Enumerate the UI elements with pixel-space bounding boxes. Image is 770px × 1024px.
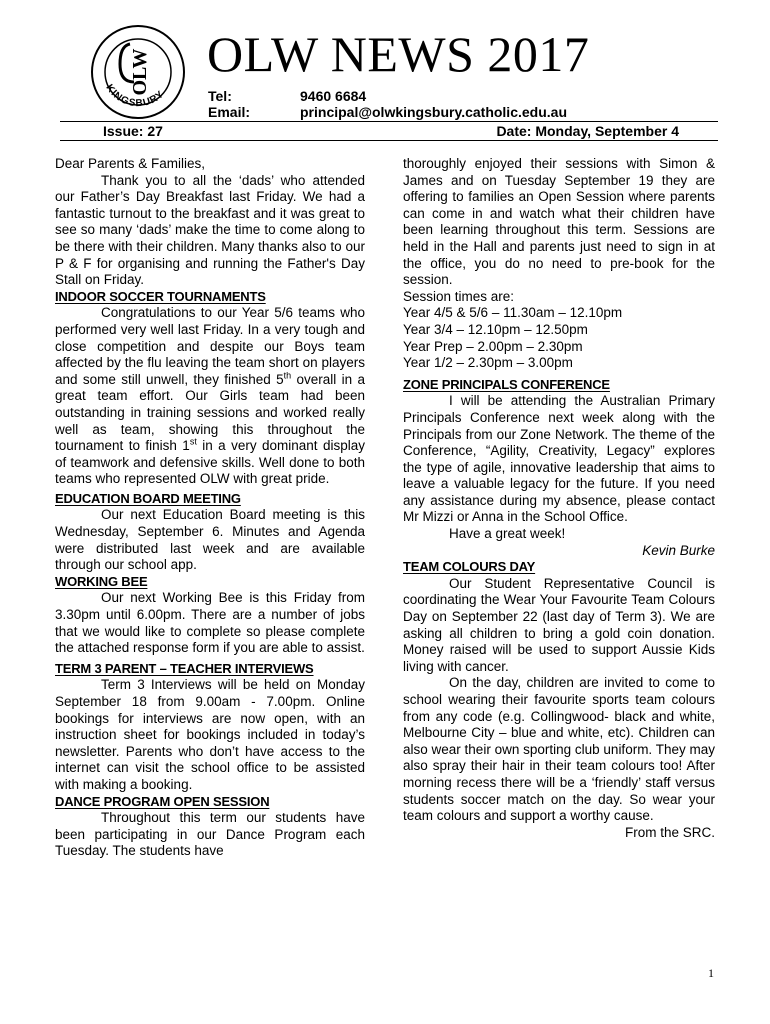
src-signoff: From the SRC. [624,824,715,840]
session-times-list [403,305,715,371]
fathers-day-paragraph: Thank you to all the ‘dads’ who attended our Father’s Day Breakfast last Friday. We had a fantastic turnout to the breakfast and it was great to see so many ‘dads’ make the time to come along to be there with their children. Many thanks also to our P & F for organising and running the Father's Day Stall on Friday. [55,172,365,288]
session-time: Year 3/4 – 12.10pm – 12.50pm [403,321,588,337]
soccer-heading: INDOOR SOCCER TOURNAMENTS [55,288,266,304]
session-times-label: Session times are: [403,288,515,304]
dance-paragraph: Throughout this term our students have been participating in our Dance Program each Tuesday. The students have [55,810,365,859]
issue-number: Issue: 27 [103,123,163,139]
logo-ring-text: KINGSBURY [103,82,167,110]
colours-heading: TEAM COLOURS DAY [403,559,536,575]
zone-paragraph: I will be attending the Australian Primary Principals Conference next week along with the Principals from our Zone Network. The theme of the Conference, “Agility, Creativity, Legacy” explores the type of agile, innovative leadership that aims to leave a valuable legacy for the future. If you need any assistance during my absence, please contact Mr Mizzi or Anna in the School Office. [403,393,715,525]
left-column [55,156,365,860]
bee-paragraph: Our next Working Bee is this Friday from 3.30pm until 6.00pm. There are a number of jobs that we would like to complete so please complete the attached response form if you are able to assist. [55,590,365,656]
zone-heading: ZONE PRINCIPALS CONFERENCE [403,376,610,392]
email-value[interactable]: principal@olwkingsbury.catholic.edu.au [300,104,567,120]
contact-email [208,104,567,120]
interviews-paragraph: Term 3 Interviews will be held on Monday September 18 from 9.00am - 7.00pm. Online bookings for interviews are now open, with an instruction sheet for bookings included in today’s newsletter. Parents who don’t have access to the internet can visit the school office to be assisted with making a booking. [55,677,365,792]
board-paragraph: Our next Education Board meeting is this Wednesday, September 6. Minutes and Agenda were distributed last week and are available through our school app. [55,507,365,573]
email-label: Email: [208,104,251,120]
dance-continued: thoroughly enjoyed their sessions with Simon & James and on Tuesday September 19 they are offering to families an Open Session where parents can come in and watch what their children have been learning throughout this term. Sessions are held in the Hall and parents just need to sign in at the office, you do no need to pre-book for the session. [403,156,715,288]
colours-paragraph-2: On the day, children are invited to come to school wearing their favourite sports team colours from any code (e.g. Collingwood- black and white, Melbourne City – blue and white, etc). Children can also wear their own sporting club uniform. They may also spray their hair in their team colours too! After morning recess there will be a ‘friendly’ staff versus students soccer match on the day. So wear your team colours and support a worthy cause. [403,675,715,824]
session-time: Year 1/2 – 2.30pm – 3.00pm [403,355,573,371]
dance-heading: DANCE PROGRAM OPEN SESSION [55,793,270,809]
great-week: Have a great week! [449,526,566,542]
colours-paragraph-1: Our Student Representative Council is coordinating the Wear Your Favourite Team Colours Day on September 22 (last day of Term 3). We are asking all children to bring a gold coin donation. Money raised will be used to support Aussie Kids living with cancer. [403,575,715,674]
right-column [403,156,715,841]
principal-signature: Kevin Burke [642,542,715,558]
session-time: Year Prep – 2.00pm – 2.30pm [403,338,583,354]
bee-heading: WORKING BEE [55,573,148,589]
issue-date: Date: Monday, September 4 [496,123,679,139]
session-time: Year 4/5 & 5/6 – 11.30am – 12.10pm [403,305,623,321]
school-logo [90,24,186,120]
page-number: 1 [708,966,714,980]
newsletter-title: OLW NEWS 2017 [207,26,590,82]
header-rule-top [60,121,718,122]
greeting: Dear Parents & Families, [55,156,206,171]
contact-phone [208,88,366,104]
soccer-paragraph: Congratulations to our Year 5/6 teams who performed very well last Friday. In a very tough and close competition and despite our Boys team affected by the flu leaving the team short on players and some still unwell, they finished 5th overall in a great team effort. Our Girls team had been outstanding in training sessions and worked really well as team, showing this throughout the tournament to finish 1st in a very dominant display of teamwork and defensive skills. Well done to both teams who represented OLW with great pride. [55,305,365,487]
logo-monogram: OLW [129,48,151,96]
tel-value: 9460 6684 [300,88,367,104]
tel-label: Tel: [208,88,232,104]
interviews-heading: TERM 3 PARENT – TEACHER INTERVIEWS [55,660,314,676]
header-rule-bottom [60,140,718,141]
board-heading: EDUCATION BOARD MEETING [55,490,241,506]
